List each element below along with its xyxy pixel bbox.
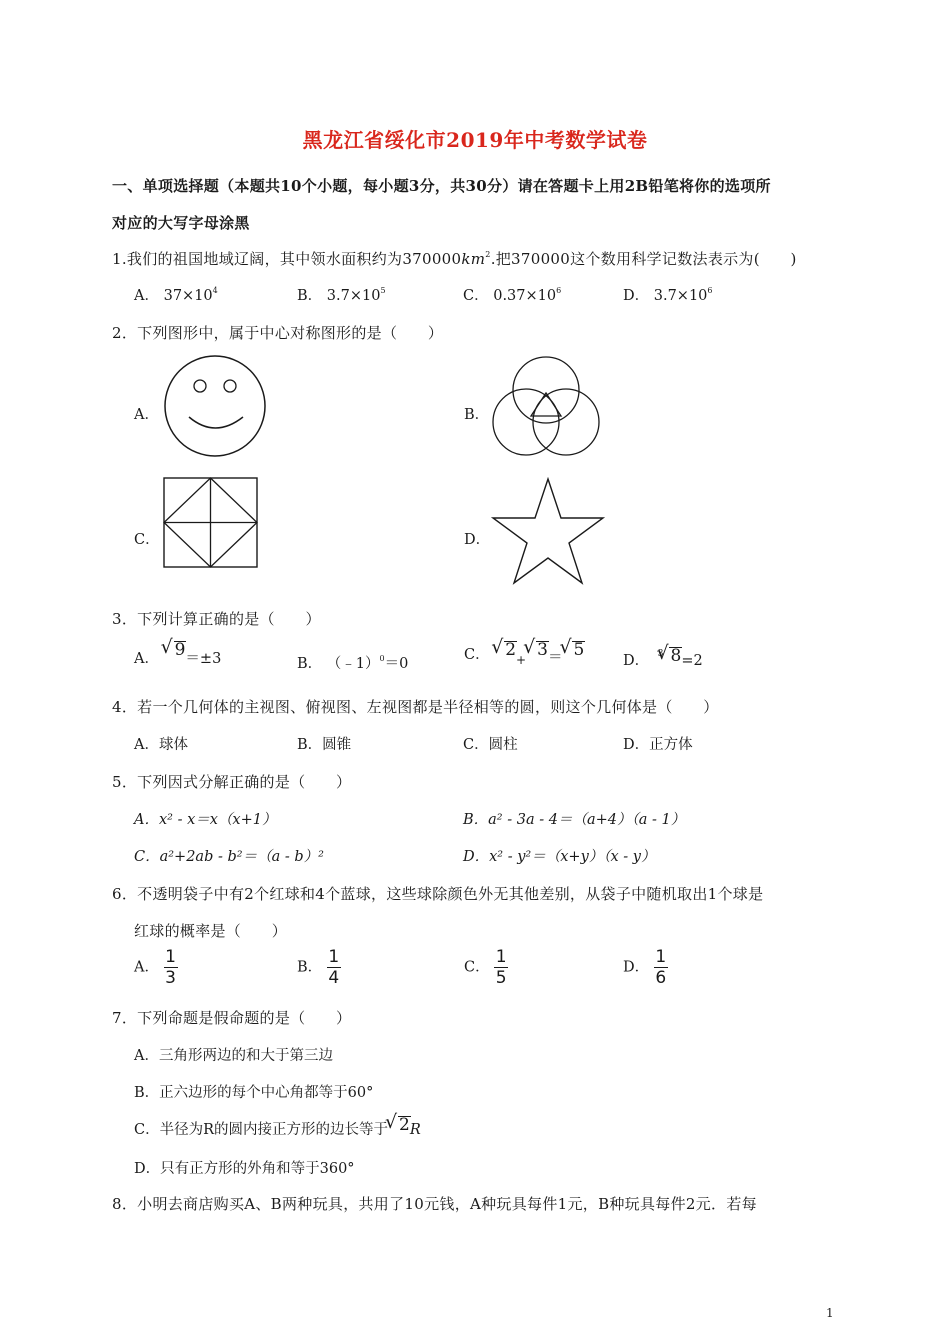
q7-option-c: C．半径为R的圆内接正方形的边长等于√ 2R xyxy=(134,1118,421,1139)
fraction: $\frac{1}{3}$ xyxy=(165,947,176,988)
sqrt-sign: √ 2 xyxy=(494,640,516,660)
q6-option-a: A． $\frac{1}{3}$ xyxy=(134,947,176,988)
sqrt-sign: √ 2 xyxy=(388,1115,410,1135)
q3-option-c: C． √ $2_+√$ 3＝√ 5 xyxy=(464,643,584,664)
q5-option-c: C．a²+2ab - b²＝（a - b）² xyxy=(134,849,324,865)
q2-label-c: C． xyxy=(134,532,160,548)
q1-option-a: A． $37\times 10^4$ xyxy=(134,286,218,304)
q5-option-a: A．x² - x＝x（x+1） xyxy=(134,812,277,828)
q2-label-b: B． xyxy=(464,407,490,423)
section-heading-line2: 对应的大写字母涂黑 xyxy=(112,214,250,232)
question-2-stem: 2．下列图形中，属于中心对称图形的是（ ） xyxy=(112,324,444,342)
q4-option-a: A．球体 xyxy=(134,737,188,753)
page-number: 1 xyxy=(826,1306,834,1320)
q4-option-b: B．圆锥 xyxy=(297,737,352,753)
q4-option-d: D．正方体 xyxy=(623,737,693,753)
q5-option-b: B．a² - 3a - 4＝（a+4）（a - 1） xyxy=(463,812,686,828)
question-7-stem: 7．下列命题是假命题的是（ ） xyxy=(112,1009,352,1027)
q2-label-a: A． xyxy=(134,407,159,423)
question-6-line2: 红球的概率是（ ） xyxy=(134,922,288,940)
three-circles-triangle-figure xyxy=(490,354,602,458)
q6-option-c: C． $\frac{1}{5}$ xyxy=(464,947,507,988)
q1-option-c: C． $0.37\times 10^6$ xyxy=(463,286,562,304)
fraction: $\frac{1}{5}$ xyxy=(495,947,507,988)
question-4-stem: 4．若一个几何体的主视图、俯视图、左视图都是半径相等的圆，则这个几何体是（ ） xyxy=(112,698,719,716)
q7-option-b: B．正六边形的每个中心角都等于60° xyxy=(134,1085,374,1101)
q3-option-d: D． $^3$√ 8=2 xyxy=(623,649,703,670)
q3-option-b: B． （﹣1）$^0$＝0 xyxy=(297,654,409,672)
q1-option-b: B． $3.7\times 10^5$ xyxy=(297,286,386,304)
section-heading-line1: 一、单项选择题（本题共10个小题，每小题3分，共30分）请在答题卡上用2B铅笔将你的选项所 xyxy=(112,177,771,195)
q6-option-d: D． $\frac{1}{6}$ xyxy=(623,947,667,988)
cube-root-sign: √ 8 xyxy=(659,646,681,666)
q3-option-a: A． √ 9＝±3 xyxy=(134,647,221,668)
fraction: $\frac{1}{6}$ xyxy=(655,947,667,988)
question-3-stem: 3．下列计算正确的是（ ） xyxy=(112,610,321,628)
square-with-diamond-figure xyxy=(163,477,259,569)
q7-option-d: D．只有正方形的外角和等于360° xyxy=(134,1161,355,1177)
q2-label-d: D． xyxy=(464,532,491,548)
q1-option-d: D． $3.7\times 10^6$ xyxy=(623,286,713,304)
question-8-line1: 8．小明去商店购买A、B两种玩具，共用了10元钱，A种玩具每件1元，B种玩具每件2元．若每 xyxy=(112,1195,757,1213)
sqrt-sign: √ 5 xyxy=(562,640,584,660)
q4-option-c: C．圆柱 xyxy=(463,737,518,753)
q6-option-b: B． $\frac{1}{4}$ xyxy=(297,947,340,988)
question-6-line1: 6．不透明袋子中有2个红球和4个蓝球，这些球除颜色外无其他差别，从袋子中随机取出1个球是 xyxy=(112,885,764,903)
sqrt-sign: √ 3 xyxy=(526,640,548,660)
sqrt-sign: √ 9 xyxy=(164,640,186,660)
five-point-star-figure xyxy=(490,477,606,587)
fraction: $\frac{1}{4}$ xyxy=(328,947,340,988)
smiley-face-figure xyxy=(162,354,268,458)
question-5-stem: 5．下列因式分解正确的是（ ） xyxy=(112,773,352,791)
question-1-stem: 1.我们的祖国地域辽阔，其中领水面积约为$370000km^2$.把370000这个数用科学记数法表示为( ) xyxy=(112,250,797,268)
q5-option-d: D．x² - y²＝（x+y）（x - y） xyxy=(463,849,656,865)
q7-option-a: A．三角形两边的和大于第三边 xyxy=(134,1048,333,1064)
page-title: 黑龙江省绥化市2019年中考数学试卷 xyxy=(302,128,648,152)
